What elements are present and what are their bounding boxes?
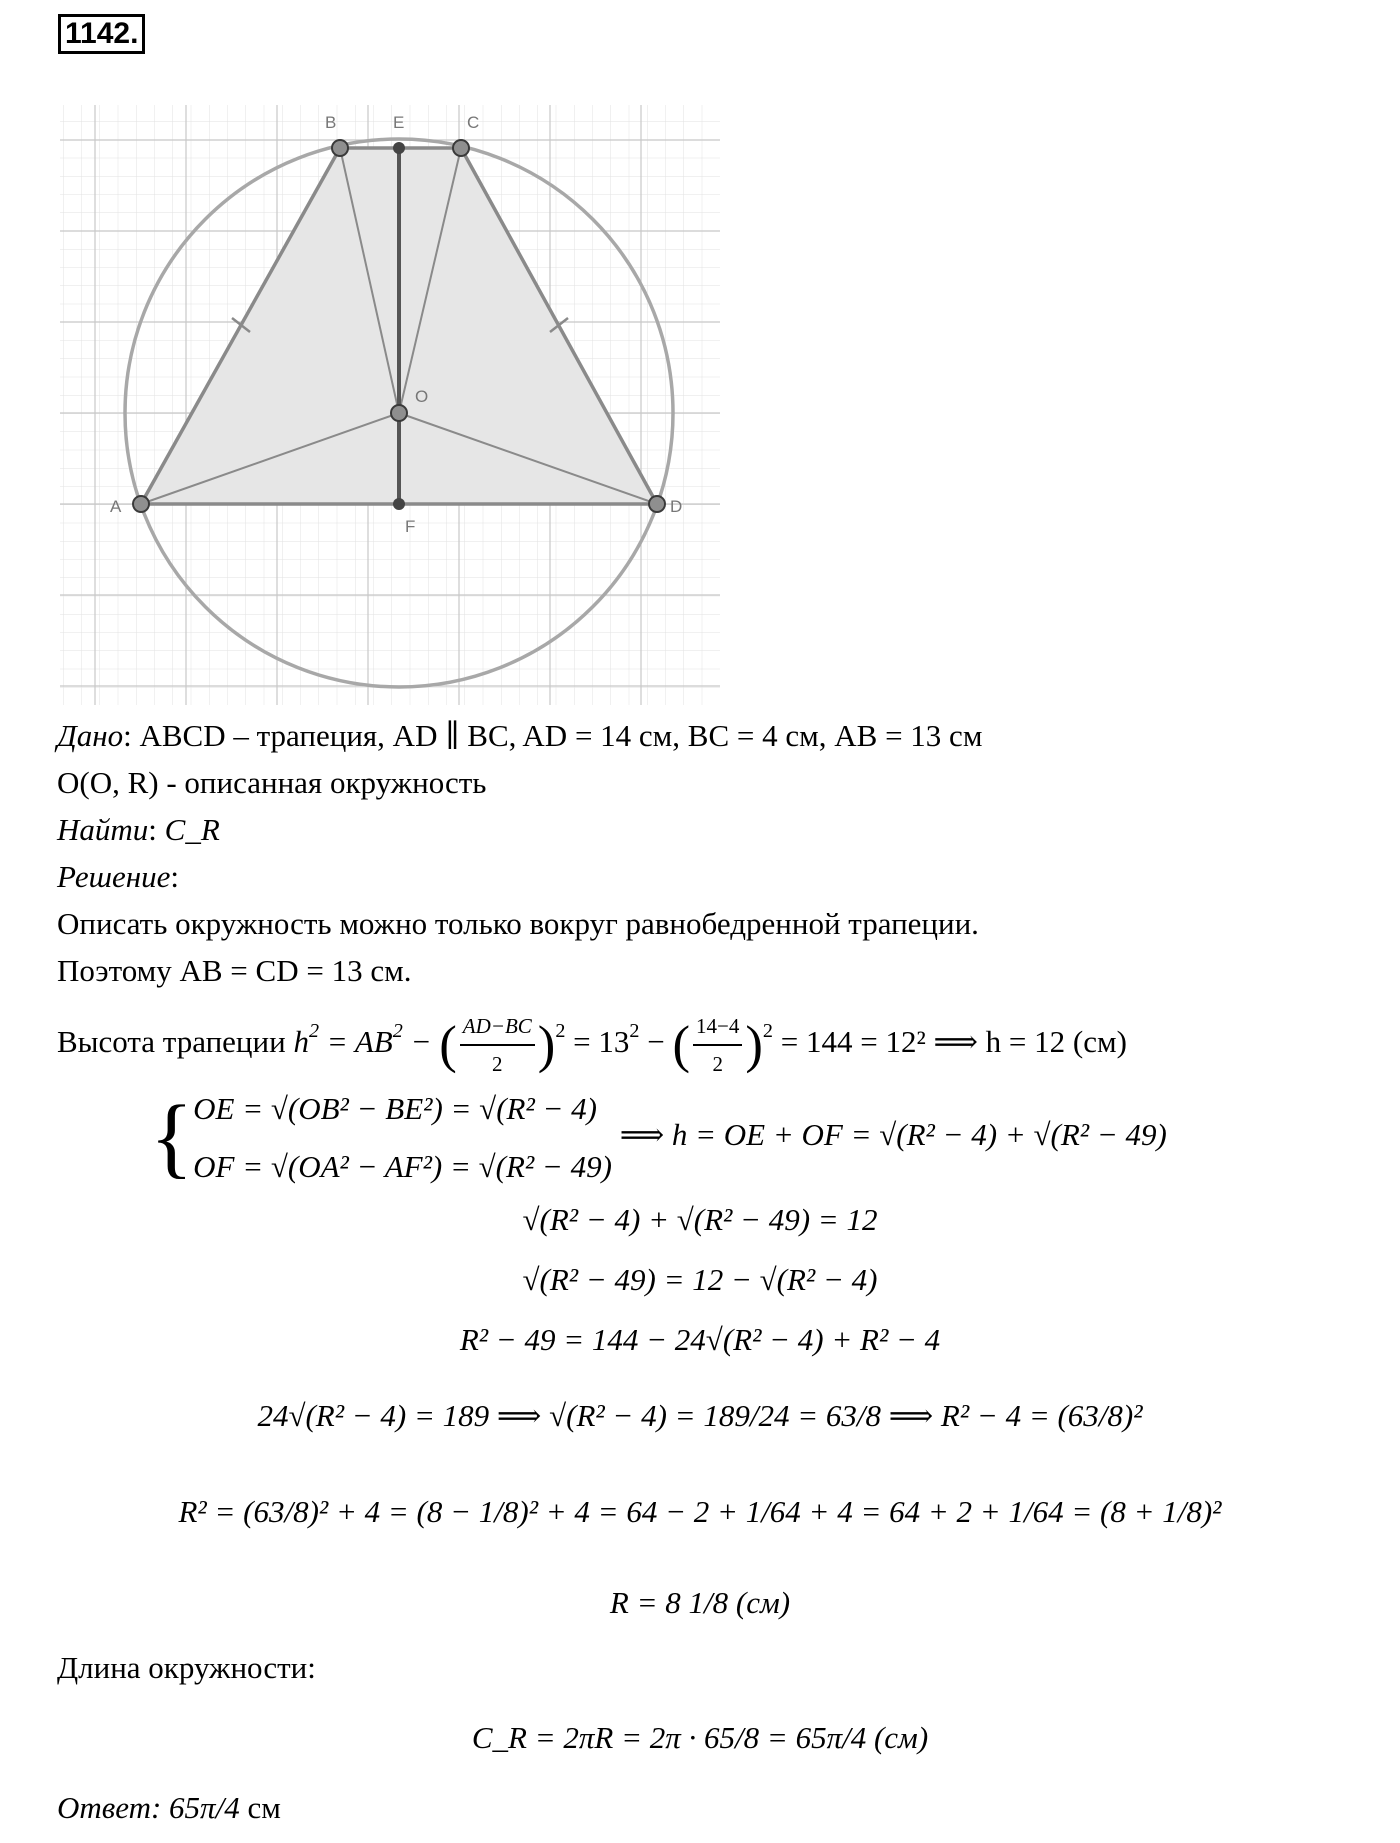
answer-line [57, 1790, 281, 1826]
label-o: O [415, 387, 429, 406]
equation-system: { OE = √(OB² − BE²) = √(R² − 4) OF = √(OA² − AF²) = √(R² − 49) ⟹ h = OE + OF = √(R² − 4) + √(R² − 49) [150, 1080, 1167, 1196]
given-text: ABCD – трапеция, AD ∥ BC, AD = 14 см, BC = 4 см, AB = 13 см [139, 718, 983, 753]
trapezoid-circle-figure [55, 100, 725, 710]
system-result: ⟹ h = OE + OF = √(R² − 4) + √(R² − 49) [619, 1117, 1167, 1153]
label-e: E [393, 113, 405, 132]
circumference-label: Длина окружности: [57, 1650, 316, 1685]
height-prefix: Высота трапеции [57, 1024, 286, 1060]
label-c: C [467, 113, 480, 132]
given-line: Дано: ABCD – трапеция, AD ∥ BC, AD = 14 см, BC = 4 см, AB = 13 см [57, 718, 983, 753]
equation-4: 24√(R² − 4) = 189 ⟹ √(R² − 4) = 189/24 = 63/8 ⟹ R² − 4 = (63/8)² [257, 1398, 1143, 1433]
answer-label: Ответ: [57, 1790, 162, 1825]
equation-7: C_R = 2πR = 2π · 65/8 = 65π/4 (см) [471, 1720, 929, 1755]
find-line: Найти: C_R [57, 812, 220, 847]
circle-line: O(O, R) - описанная окружность [57, 765, 487, 800]
answer-unit: см [247, 1790, 281, 1825]
point-e [393, 142, 405, 154]
system-eq-2: OF = √(OA² − AF²) = √(R² − 49) [193, 1149, 612, 1184]
height-result: = 144 = 12² ⟹ h = 12 (см) [780, 1024, 1127, 1060]
label-d: D [670, 497, 683, 516]
answer-value: 65π/4 [169, 1790, 240, 1825]
equation-1: √(R² − 4) + √(R² − 49) = 12 [522, 1202, 878, 1237]
point-f [393, 498, 405, 510]
equation-6: R = 8 1/8 (см) [609, 1585, 791, 1620]
label-a: A [110, 497, 122, 516]
given-label: Дано [57, 718, 124, 753]
problem-number: 1142. [58, 14, 145, 54]
solution-heading: Решение: [57, 859, 179, 894]
equation-5: R² = (63/8)² + 4 = (8 − 1/8)² + 4 = 64 − 2 + 1/64 + 4 = 64 + 2 + 1/64 = (8 + 1/8)² [178, 1494, 1222, 1529]
find-label: Найти [57, 812, 149, 847]
system-eq-1: OE = √(OB² − BE²) = √(R² − 4) [193, 1091, 597, 1126]
solution-line-1: Описать окружность можно только вокруг равнобедренной трапеции. [57, 906, 979, 941]
equation-2: √(R² − 49) = 12 − √(R² − 4) [522, 1262, 878, 1297]
solution-line-2: Поэтому AB = CD = 13 см. [57, 953, 412, 988]
equation-3: R² − 49 = 144 − 24√(R² − 4) + R² − 4 [459, 1322, 941, 1357]
height-line: Высота трапеции $h^2 = AB^2$ − ( $\frac{AD-BC}{2}$ )$^2 = 13^2$ − ( $\frac{14-4}{2}$ )$^2$ = 144 = 12² ⟹ h = 12 (см) [57, 1008, 1127, 1082]
find-value: C_R [164, 812, 220, 847]
label-b: B [325, 113, 337, 132]
solution-label: Решение [57, 859, 171, 894]
label-f: F [405, 517, 416, 536]
